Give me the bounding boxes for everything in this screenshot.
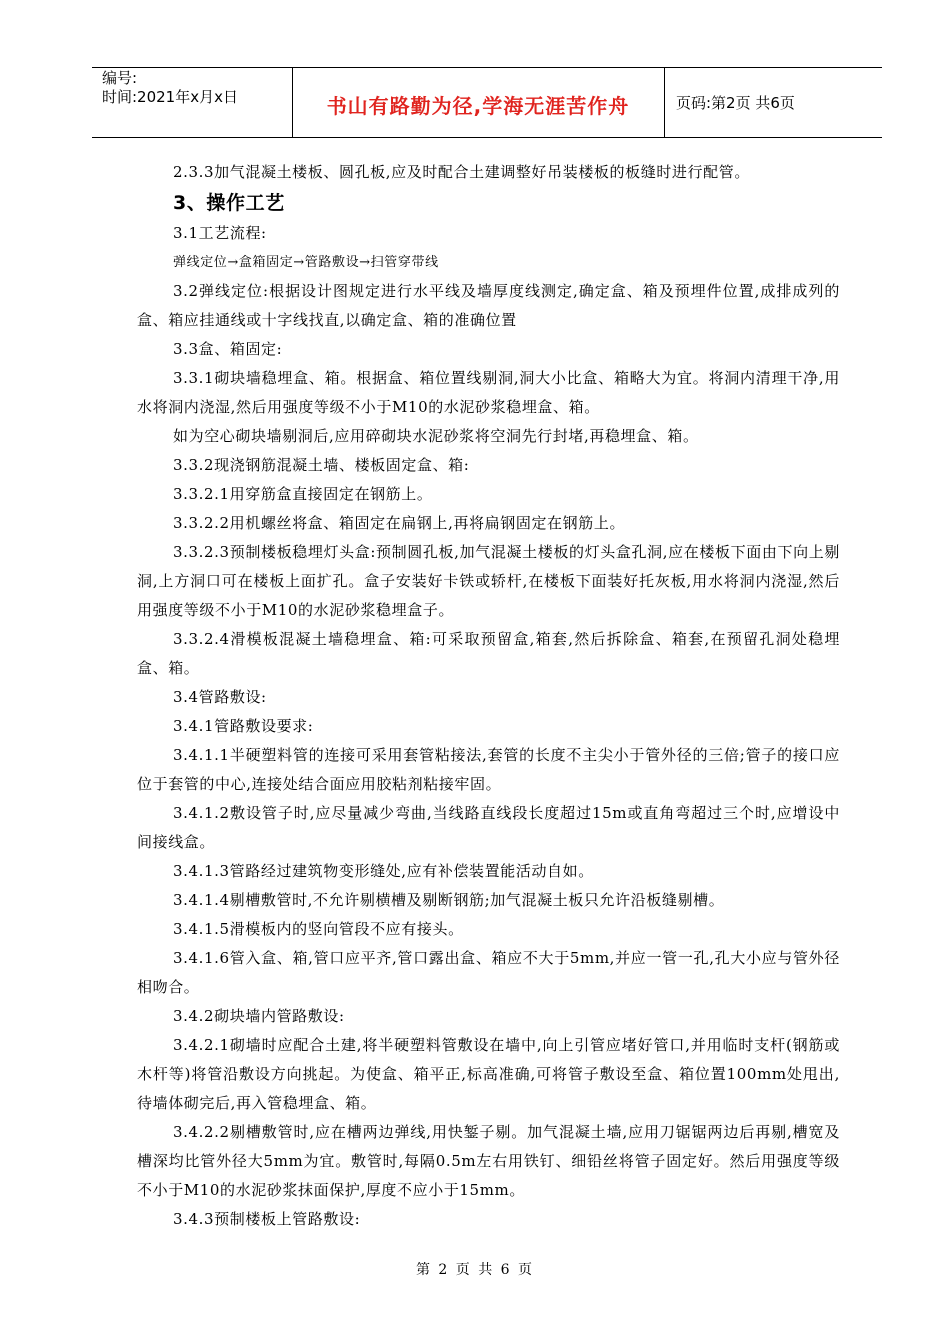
paragraph: 3.3.2.1用穿筋盒直接固定在钢筋上。 — [173, 485, 433, 503]
header-motto: 书山有路勤为径,学海无涯苦作舟 — [326, 94, 630, 118]
paragraph: 3.2弹线定位:根据设计图规定进行水平线及墙厚度线测定,确定盒、箱及预埋件位置,成排成列的盒、箱应挂通线或十字线找直,以确定盒、箱的准确位置 — [137, 282, 840, 329]
paragraph: 3.4.1.1半硬塑料管的连接可采用套管粘接法,套管的长度不主尖小于管外径的三倍;管子的接口应位于套管的中心,连接处结合面应用胶粘剂粘接牢固。 — [137, 746, 840, 793]
paragraph: 2.3.3加气混凝土楼板、圆孔板,应及时配合土建调整好吊装楼板的板缝时进行配管。 — [173, 163, 750, 181]
paragraph: 3.4.1.3管路经过建筑物变形缝处,应有补偿装置能活动自如。 — [173, 862, 594, 880]
paragraph: 3.4.1.4剔槽敷管时,不允许剔横槽及剔断钢筋;加气混凝土板只允许沿板缝剔槽。 — [173, 891, 725, 909]
page-footer: 第 2 页 共 6 页 — [415, 1262, 535, 1278]
paragraph: 3.3.2.3预制楼板稳埋灯头盒:预制圆孔板,加气混凝土楼板的灯头盒孔洞,应在楼板下面由下向上剔洞,上方洞口可在楼板上面扩孔。盒子安装好卡铁或轿杆,在楼板下面装好托灰板,用水将洞内浇湿,然后用强度等级不小于M10的水泥砂浆稳埋盒子。 — [137, 543, 840, 619]
paragraph: 3.4.1.2敷设管子时,应尽量减少弯曲,当线路直线段长度超过15m或直角弯超过三个时,应增设中间接线盒。 — [137, 804, 840, 851]
process-flow: 弹线定位→盒箱固定→管路敷设→扫管穿带线 — [173, 255, 439, 270]
paragraph: 3.3.2.2用机螺丝将盒、箱固定在扁钢上,再将扁钢固定在钢筋上。 — [173, 514, 626, 532]
section-heading: 3、操作工艺 — [173, 192, 285, 214]
paragraph: 3.4.2.1砌墙时应配合土建,将半硬塑料管敷设在墙中,向上引管应堵好管口,并用临时支杆(钢筋或木杆等)将管沿敷设方向挑起。为使盒、箱平正,标高准确,可将管子敷设至盒、箱位置100mm处甩出,待墙体砌完后,再入管稳埋盒、箱。 — [137, 1036, 840, 1112]
paragraph: 3.4.1.5滑模板内的竖向管段不应有接头。 — [173, 920, 464, 938]
paragraph: 3.3.1砌块墙稳埋盒、箱。根据盒、箱位置线剔洞,洞大小比盒、箱略大为宜。将洞内清理干净,用水将洞内浇湿,然后用强度等级不小于M10的水泥砂浆稳埋盒、箱。 — [137, 369, 840, 416]
header-page-info: 页码:第2页 共6页 — [676, 94, 795, 112]
document-header — [92, 67, 882, 138]
paragraph: 3.4.1.6管入盒、箱,管口应平齐,管口露出盒、箱应不大于5mm,并应一管一孔,孔大小应与管外径相吻合。 — [137, 949, 840, 996]
number-label: 编号: — [102, 69, 138, 87]
paragraph: 3.4.1管路敷设要求: — [173, 717, 314, 735]
document-body — [137, 158, 840, 1234]
paragraph: 3.4.2.2剔槽敷管时,应在槽两边弹线,用快錾子剔。加气混凝土墙,应用刀锯锯两边后再剔,槽宽及槽深均比管外径大5mm为宜。敷管时,每隔0.5m左右用铁钉、细铅丝将管子固定好。然后用强度等级不小于M10的水泥砂浆抹面保护,厚度不应小于15mm。 — [137, 1123, 840, 1199]
header-meta — [102, 69, 292, 107]
paragraph: 如为空心砌块墙剔洞后,应用碎砌块水泥砂浆将空洞先行封堵,再稳埋盒、箱。 — [173, 427, 699, 445]
paragraph: 3.4.3预制楼板上管路敷设: — [173, 1210, 361, 1228]
time-label: 时间:2021年x月x日 — [102, 88, 238, 106]
paragraph: 3.4管路敷设: — [173, 688, 267, 706]
paragraph: 3.4.2砌块墙内管路敷设: — [173, 1007, 345, 1025]
paragraph: 3.3.2.4滑模板混凝土墙稳埋盒、箱:可采取预留盒,箱套,然后拆除盒、箱套,在预留孔洞处稳埋盒、箱。 — [137, 630, 840, 677]
paragraph: 3.3盒、箱固定: — [173, 340, 283, 358]
paragraph: 3.1工艺流程: — [173, 224, 267, 242]
paragraph: 3.3.2现浇钢筋混凝土墙、楼板固定盒、箱: — [173, 456, 470, 474]
header-divider — [664, 68, 665, 137]
